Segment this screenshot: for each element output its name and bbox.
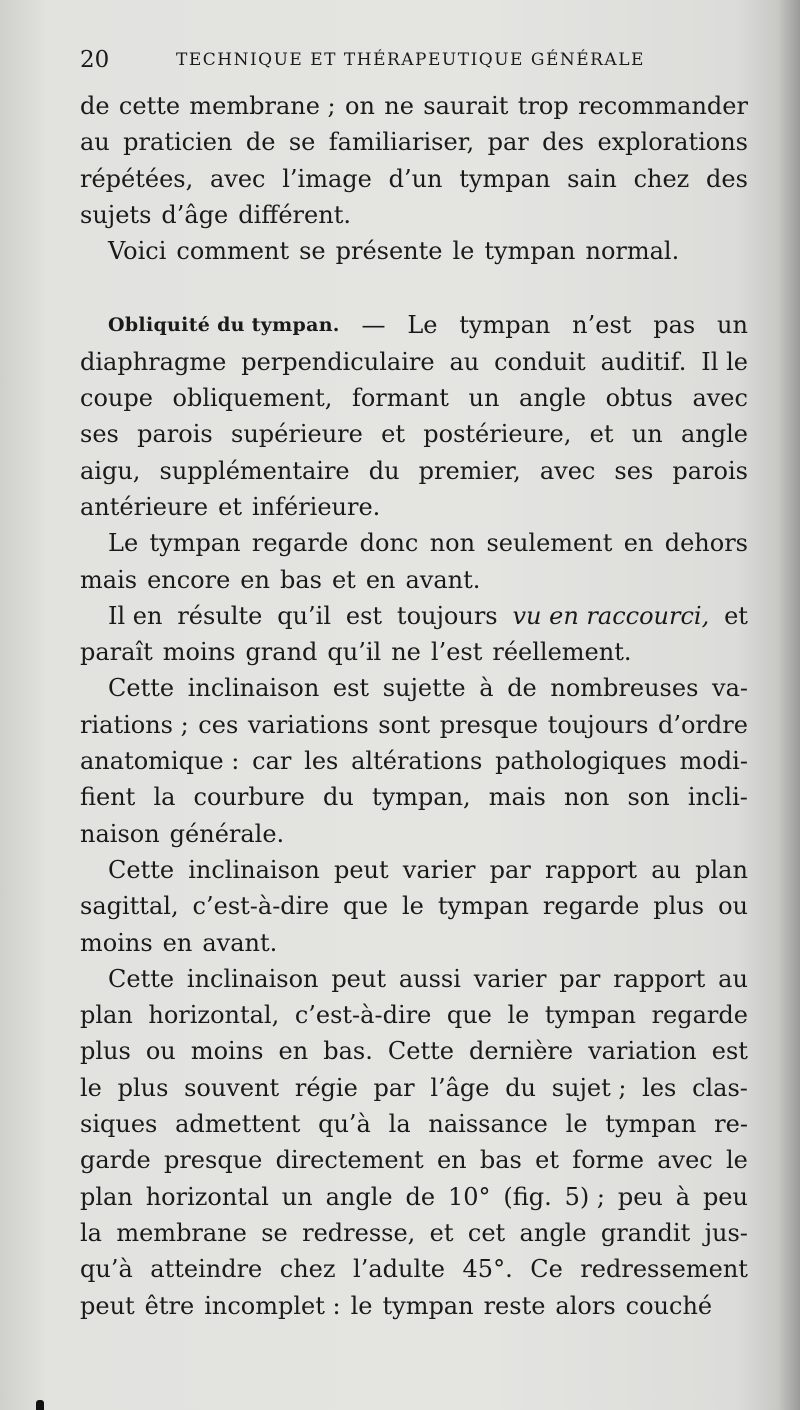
word: à — [479, 674, 494, 703]
word: et — [589, 420, 614, 449]
word: sont — [378, 710, 431, 739]
word: plus — [653, 892, 705, 921]
word: Cette — [108, 674, 175, 703]
word: en — [623, 529, 654, 558]
word: en — [365, 565, 396, 594]
word: garde — [80, 1146, 151, 1175]
word: non — [563, 783, 610, 812]
section-title: Obliquité du tympan. — [108, 314, 340, 337]
word: en — [278, 1037, 309, 1066]
word: de — [405, 1182, 436, 1211]
text-line — [80, 307, 748, 343]
word: chez — [633, 164, 690, 193]
text-line — [80, 1142, 748, 1178]
word: postérieure, — [423, 420, 572, 449]
word: en — [436, 1146, 467, 1175]
word: plan — [80, 1182, 133, 1211]
word: reste — [483, 1291, 546, 1320]
word: par — [559, 964, 601, 993]
word: bas. — [323, 1037, 373, 1066]
word: qu’à — [318, 1110, 371, 1139]
word: re- — [714, 1110, 748, 1139]
word: clas- — [692, 1073, 748, 1102]
word: aussi — [398, 964, 461, 993]
word: chez — [279, 1255, 336, 1284]
word: la — [80, 1218, 102, 1247]
word: plan — [80, 1001, 133, 1030]
page-number: 20 — [80, 47, 110, 73]
word: rapport — [544, 855, 638, 884]
word: supplémentaire — [159, 456, 350, 485]
word: du — [323, 783, 354, 812]
word: horizontal, — [148, 1001, 280, 1030]
word: regarde — [251, 529, 349, 558]
word: Il le — [701, 347, 748, 376]
text-line — [80, 562, 748, 598]
word: c’est-à-dire — [192, 892, 330, 921]
text-line — [80, 1179, 748, 1215]
text-line — [80, 634, 748, 670]
word: cet — [467, 1218, 506, 1247]
word: dernière — [469, 1037, 574, 1066]
word: se — [299, 237, 326, 266]
word: avec — [539, 456, 596, 485]
word: encore — [147, 565, 231, 594]
word: la — [388, 1110, 411, 1139]
word: car — [252, 747, 292, 776]
word: l’est — [430, 638, 483, 667]
word: de — [245, 128, 276, 157]
word: qu’il — [327, 638, 382, 667]
word: générale. — [169, 819, 285, 848]
word: peut — [80, 1291, 135, 1320]
text-line — [80, 525, 748, 561]
word: peut — [333, 855, 389, 884]
word: alors — [555, 1291, 616, 1320]
word: tympan — [484, 237, 576, 266]
word: perpendiculaire — [241, 347, 435, 376]
body-text — [80, 88, 748, 1324]
word: jus- — [704, 1218, 748, 1247]
page-binding-shadow — [778, 0, 800, 1410]
word: (fig. — [503, 1182, 552, 1211]
word: de — [80, 92, 110, 120]
word: incli- — [687, 783, 748, 812]
word: et — [381, 420, 405, 449]
word: 45°. — [462, 1255, 513, 1284]
word: recommander — [578, 92, 748, 120]
word: vu en raccourci, — [512, 601, 710, 630]
word: non — [429, 529, 476, 558]
text-line — [80, 233, 748, 269]
word: 10° — [447, 1182, 491, 1211]
text-line — [80, 707, 748, 743]
word: redressement — [580, 1255, 748, 1284]
word: variations — [247, 710, 369, 739]
word: siques — [80, 1110, 158, 1139]
word: aigu, — [80, 456, 141, 485]
word: et — [724, 601, 748, 630]
word: un — [717, 311, 748, 340]
word: ou — [145, 1037, 176, 1066]
word: cette — [118, 92, 181, 120]
word: tympan — [459, 311, 551, 340]
word: souvent — [184, 1073, 280, 1102]
word: ne — [391, 638, 421, 667]
word: peu — [702, 1182, 748, 1211]
word: c’est-à-dire — [294, 1001, 432, 1030]
word: pathologiques — [495, 747, 667, 776]
text-line — [80, 88, 748, 124]
text-line — [80, 852, 748, 888]
word: tympan — [605, 1110, 697, 1139]
word: être — [144, 1291, 195, 1320]
word: on — [345, 92, 375, 120]
word: le — [726, 1146, 748, 1175]
word: les — [304, 747, 339, 776]
word: grand — [245, 638, 318, 667]
word: tympan — [149, 529, 241, 558]
word: par — [489, 855, 531, 884]
word: va- — [712, 674, 748, 703]
word: angle — [680, 420, 748, 449]
word: conduit — [494, 347, 586, 376]
word: tympan, — [371, 783, 471, 812]
word: supérieure — [231, 420, 363, 449]
word: fient — [80, 783, 136, 812]
word: l’adulte — [353, 1255, 446, 1284]
word: obtus — [605, 384, 673, 413]
word: moins — [190, 1037, 264, 1066]
word: sujets — [80, 200, 152, 229]
word: incomplet : — [204, 1291, 341, 1320]
word: toujours — [396, 601, 498, 630]
word: Le — [407, 311, 438, 340]
text-line — [80, 344, 748, 380]
word: le — [565, 1110, 588, 1139]
text-line — [80, 925, 748, 961]
word: mais — [488, 783, 546, 812]
word: grandit — [600, 1218, 691, 1247]
word: angle — [519, 384, 587, 413]
text-line — [80, 743, 748, 779]
word: toujours — [547, 710, 649, 739]
word: varier — [473, 964, 547, 993]
word: inclinaison — [187, 674, 320, 703]
word: le — [452, 237, 475, 266]
text-line — [80, 489, 748, 525]
word: tympan — [544, 1001, 636, 1030]
text-line — [80, 416, 748, 452]
word: parois — [137, 420, 213, 449]
word: n’est — [572, 311, 632, 340]
word: le — [507, 1001, 530, 1030]
word: un — [281, 1182, 313, 1211]
word: anatomique : — [80, 747, 240, 776]
word: regarde — [651, 1001, 748, 1030]
word: répétées, — [80, 164, 194, 193]
word: est — [711, 1037, 748, 1066]
word: au — [449, 347, 480, 376]
word: avant. — [202, 928, 278, 957]
word: altérations — [351, 747, 483, 776]
word: normal. — [585, 237, 680, 266]
word: auditif. — [600, 347, 687, 376]
text-line — [80, 197, 748, 233]
word: avant. — [405, 565, 481, 594]
word: Il en — [108, 601, 163, 630]
word: sujet ; — [551, 1073, 627, 1102]
word: la — [153, 783, 176, 812]
word: et — [218, 492, 242, 521]
word: par — [373, 1073, 415, 1102]
word: ses — [614, 456, 654, 485]
word: plan — [695, 855, 748, 884]
word: horizontal — [145, 1182, 269, 1211]
text-line — [80, 816, 748, 852]
text-line — [80, 1215, 748, 1251]
word: se — [261, 1218, 288, 1247]
word: paraît — [80, 638, 153, 667]
word: directement — [275, 1146, 424, 1175]
word: trop — [517, 92, 569, 120]
word: formant — [351, 384, 449, 413]
text-line — [80, 779, 748, 815]
word: ou — [718, 892, 748, 921]
word: présente — [335, 237, 443, 266]
word: en — [240, 565, 270, 594]
word: donc — [359, 529, 419, 558]
word: regarde — [542, 892, 640, 921]
word: Ce — [530, 1255, 563, 1284]
word: et — [429, 1218, 454, 1247]
word: naison — [80, 819, 160, 848]
word: dehors — [664, 529, 748, 558]
word: et — [331, 565, 356, 594]
text-line — [80, 670, 748, 706]
word: sain — [567, 164, 617, 193]
word: se — [288, 128, 316, 157]
word: — — [361, 311, 386, 340]
word: coupe — [80, 384, 153, 413]
word: à — [675, 1182, 691, 1211]
word: modi- — [679, 747, 748, 776]
text-line — [80, 161, 748, 197]
word: praticien — [123, 128, 233, 157]
word: du — [368, 456, 400, 485]
word: des — [542, 128, 585, 157]
word: obliquement, — [172, 384, 333, 413]
word: moins — [80, 928, 153, 957]
text-line — [80, 1106, 748, 1142]
word: et — [535, 1146, 559, 1175]
word: le — [402, 892, 424, 921]
word: au — [651, 855, 681, 884]
text-line — [80, 888, 748, 924]
word: un — [631, 420, 663, 449]
word: inclinaison — [186, 964, 319, 993]
word: que — [446, 1001, 492, 1030]
word: au — [80, 128, 110, 157]
word: d’âge — [161, 200, 229, 229]
word: le — [80, 1073, 102, 1102]
page-header — [80, 42, 760, 78]
text-line — [80, 997, 748, 1033]
word: nombreuses — [550, 674, 699, 703]
running-title: TECHNIQUE ET THÉRAPEUTIQUE GÉNÉRALE — [176, 50, 645, 70]
word: seulement — [486, 529, 613, 558]
word: presque — [163, 1146, 263, 1175]
word: bas — [279, 565, 322, 594]
word: familiariser, — [328, 128, 475, 157]
word: Voici — [108, 237, 167, 266]
word: par — [487, 128, 529, 157]
word: des — [706, 164, 748, 193]
word: Le — [108, 529, 139, 558]
word: angle — [519, 1218, 587, 1247]
scan-mark — [36, 1400, 44, 1410]
text-line — [80, 380, 748, 416]
word: atteindre — [150, 1255, 263, 1284]
word: ne — [384, 92, 414, 120]
word: est — [345, 601, 383, 630]
word: variation — [588, 1037, 697, 1066]
word: de — [507, 674, 537, 703]
word: sagittal, — [80, 892, 179, 921]
word: peu — [617, 1182, 663, 1211]
word: tympan — [459, 164, 551, 193]
word: Cette — [387, 1037, 454, 1066]
word: qu’à — [80, 1255, 133, 1284]
word: Cette — [108, 964, 175, 993]
word: naissance — [428, 1110, 548, 1139]
word: parois — [672, 456, 748, 485]
word: qu’il — [277, 601, 331, 630]
word: avec — [657, 1146, 713, 1175]
word: comment — [176, 237, 290, 266]
word: l’âge — [430, 1073, 490, 1102]
word: explorations — [597, 128, 748, 157]
word: régie — [294, 1073, 358, 1102]
word: du — [505, 1073, 537, 1102]
word: sujette — [382, 674, 466, 703]
word: d’un — [388, 164, 443, 193]
word: au — [718, 964, 748, 993]
word: le — [350, 1291, 373, 1320]
word: d’ordre — [657, 710, 748, 739]
word: premier, — [418, 456, 521, 485]
word: Cette — [108, 855, 175, 884]
word: est — [332, 674, 370, 703]
word: presque — [439, 710, 539, 739]
word: en — [162, 928, 193, 957]
word: mais — [80, 565, 138, 594]
word: plus — [80, 1037, 131, 1066]
text-line — [80, 453, 748, 489]
word: ces — [198, 710, 239, 739]
word: couché — [625, 1291, 713, 1320]
word: membrane ; — [189, 92, 336, 120]
word: réellement. — [492, 638, 632, 667]
word: plus — [117, 1073, 169, 1102]
word: avec — [209, 164, 266, 193]
word: résulte — [177, 601, 263, 630]
word: que — [343, 892, 389, 921]
word: antérieure — [80, 492, 209, 521]
word: tympan — [382, 1291, 474, 1320]
word: l’image — [282, 164, 372, 193]
word: inclinaison — [188, 855, 320, 884]
word: saurait — [423, 92, 509, 120]
word: les — [642, 1073, 677, 1102]
word: tympan — [437, 892, 529, 921]
word: diaphragme — [80, 347, 227, 376]
text-line — [80, 598, 748, 634]
word: courbure — [193, 783, 305, 812]
text-line — [80, 1070, 748, 1106]
word: bas — [479, 1146, 522, 1175]
word: avec — [692, 384, 748, 413]
word: pas — [653, 311, 696, 340]
text-line — [80, 1251, 748, 1287]
word: redresse, — [302, 1218, 416, 1247]
word: inférieure. — [251, 492, 381, 521]
word: angle — [325, 1182, 393, 1211]
word: 5) ; — [564, 1182, 605, 1211]
word: membrane — [116, 1218, 247, 1247]
section-gap — [80, 269, 748, 307]
word: forme — [572, 1146, 644, 1175]
word: son — [627, 783, 670, 812]
word: peut — [331, 964, 386, 993]
word: différent. — [238, 200, 351, 229]
word: moins — [162, 638, 236, 667]
word: riations ; — [80, 710, 189, 739]
text-line — [80, 1288, 748, 1324]
word: varier — [402, 855, 476, 884]
text-line — [80, 1033, 748, 1069]
text-line — [80, 124, 748, 160]
word: un — [468, 384, 500, 413]
text-line — [80, 961, 748, 997]
word: admettent — [175, 1110, 301, 1139]
word: ses — [80, 420, 119, 449]
word: rapport — [613, 964, 706, 993]
